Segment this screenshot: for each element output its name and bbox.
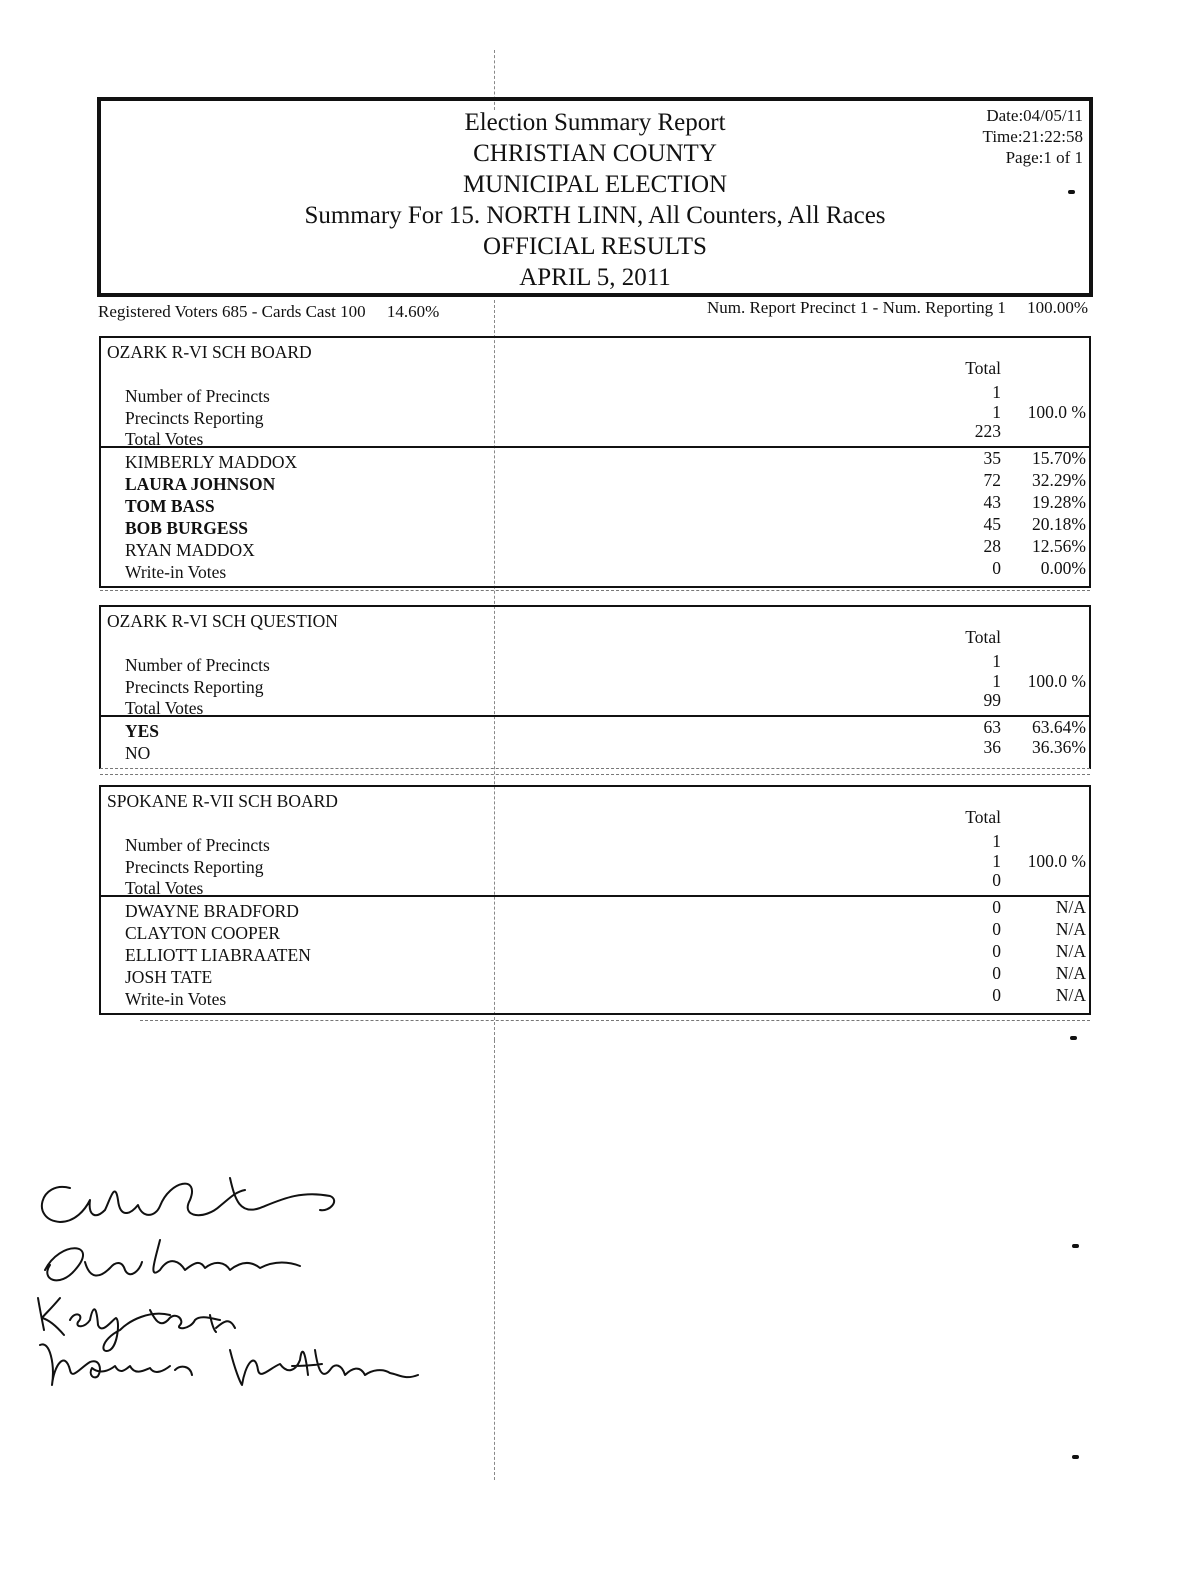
election-name: MUNICIPAL ELECTION [462, 171, 728, 198]
scan-artifact-line [140, 1020, 1090, 1021]
candidate-votes: 43 [983, 492, 1001, 512]
stat-value: 1 [992, 671, 1001, 691]
stat-value: 99 [983, 690, 1001, 710]
signature-3 [38, 1298, 235, 1351]
stat-percent: 100.0 % [1027, 671, 1086, 691]
scan-artifact-line [100, 768, 1090, 769]
registered-voters: Registered Voters 685 - Cards Cast 100 14.60% [98, 302, 440, 321]
candidate-votes: 35 [983, 448, 1001, 468]
stat-label: Total Votes [125, 698, 204, 718]
candidate-votes: 0 [992, 941, 1001, 961]
stat-label: Precincts Reporting [125, 857, 264, 877]
stat-percent: 100.0 % [1027, 851, 1086, 871]
stat-label: Total Votes [125, 878, 204, 898]
candidate-name: YES [125, 721, 160, 741]
candidate-percent: N/A [1055, 941, 1086, 961]
stat-label: Number of Precincts [125, 655, 270, 675]
scan-speck [1072, 1455, 1079, 1459]
candidate-name: Write-in Votes [125, 562, 227, 582]
report-page: Page:1 of 1 [1005, 148, 1083, 167]
total-column-header: Total [965, 807, 1001, 827]
candidate-name: LAURA JOHNSON [125, 474, 276, 494]
signature-4 [40, 1344, 418, 1385]
candidate-name: Write-in Votes [125, 989, 227, 1009]
total-column-header: Total [965, 358, 1001, 378]
report-title-block [101, 107, 1089, 293]
signature-1 [42, 1178, 334, 1222]
stat-value: 1 [992, 831, 1001, 851]
candidate-name: TOM BASS [125, 496, 215, 516]
race-ozark-question [99, 605, 1091, 769]
report-date: Date:04/05/11 [986, 106, 1083, 125]
scan-speck [1068, 190, 1075, 194]
stat-value: 1 [992, 651, 1001, 671]
candidate-votes: 63 [983, 717, 1001, 737]
candidate-percent: 63.64% [1032, 717, 1086, 737]
stat-label: Precincts Reporting [125, 408, 264, 428]
candidate-votes: 0 [992, 919, 1001, 939]
candidate-name: DWAYNE BRADFORD [125, 901, 299, 921]
candidate-percent: 20.18% [1032, 514, 1086, 534]
report-title: Election Summary Report [464, 109, 726, 136]
candidate-name: JOSH TATE [125, 967, 213, 987]
stat-value: 1 [992, 382, 1001, 402]
candidate-votes: 0 [992, 558, 1001, 578]
race-ozark-board [99, 336, 1091, 588]
candidate-name: KIMBERLY MADDOX [125, 452, 298, 472]
candidate-row [101, 558, 1089, 584]
report-time: Time:21:22:58 [982, 127, 1083, 146]
stat-label: Total Votes [125, 429, 204, 449]
candidate-votes: 0 [992, 985, 1001, 1005]
candidate-percent: 15.70% [1032, 448, 1086, 468]
stat-label: Precincts Reporting [125, 677, 264, 697]
candidate-percent: 12.56% [1032, 536, 1086, 556]
stat-value: 1 [992, 402, 1001, 422]
signatures-block [30, 1170, 450, 1400]
race-bottom-border [101, 1013, 1089, 1015]
candidate-votes: 0 [992, 963, 1001, 983]
total-column-header: Total [965, 627, 1001, 647]
scan-artifact-line [100, 774, 1090, 775]
candidate-votes: 36 [983, 737, 1001, 757]
candidate-name: CLAYTON COOPER [125, 923, 281, 943]
stat-label: Number of Precincts [125, 835, 270, 855]
candidate-percent: N/A [1055, 985, 1086, 1005]
stat-value: 0 [992, 870, 1001, 890]
candidate-votes: 28 [983, 536, 1001, 556]
candidate-percent: 19.28% [1032, 492, 1086, 512]
turnout-summary [98, 298, 1088, 326]
fold-mark [494, 1040, 495, 1480]
candidate-percent: 36.36% [1032, 737, 1086, 757]
race-title: SPOKANE R-VII SCH BOARD [107, 791, 338, 811]
candidate-name: ELLIOTT LIABRAATEN [125, 945, 311, 965]
candidate-row [101, 985, 1089, 1011]
summary-for: Summary For 15. NORTH LINN, All Counters, All Races [304, 202, 886, 229]
report-meta [983, 105, 1083, 168]
scan-speck [1070, 1036, 1077, 1040]
race-bottom-border [101, 586, 1089, 588]
candidate-name: NO [125, 743, 151, 763]
candidate-percent: N/A [1055, 963, 1086, 983]
election-date: APRIL 5, 2011 [519, 264, 671, 291]
candidate-votes: 45 [983, 514, 1001, 534]
report-header [97, 97, 1093, 297]
candidate-row [101, 737, 1089, 765]
results-status: OFFICIAL RESULTS [483, 233, 707, 260]
precinct-reporting: Num. Report Precinct 1 - Num. Reporting 1 100.00% [706, 298, 1088, 317]
candidate-percent: 32.29% [1032, 470, 1086, 490]
county-name: CHRISTIAN COUNTY [473, 140, 717, 167]
scan-artifact-line [100, 590, 1090, 591]
scan-speck [1072, 1244, 1079, 1248]
candidate-name: RYAN MADDOX [125, 540, 255, 560]
stat-value: 1 [992, 851, 1001, 871]
stat-value: 223 [974, 421, 1001, 441]
candidate-votes: 72 [983, 470, 1001, 490]
candidate-votes: 0 [992, 897, 1001, 917]
race-title: OZARK R-VI SCH BOARD [107, 342, 312, 362]
candidate-percent: 0.00% [1040, 558, 1086, 578]
stat-percent: 100.0 % [1027, 402, 1086, 422]
candidate-percent: N/A [1055, 897, 1086, 917]
race-spokane-board [99, 785, 1091, 1015]
signature-2 [45, 1240, 300, 1280]
race-title: OZARK R-VI SCH QUESTION [107, 611, 338, 631]
candidate-percent: N/A [1055, 919, 1086, 939]
stat-label: Number of Precincts [125, 386, 270, 406]
candidate-name: BOB BURGESS [125, 518, 249, 538]
